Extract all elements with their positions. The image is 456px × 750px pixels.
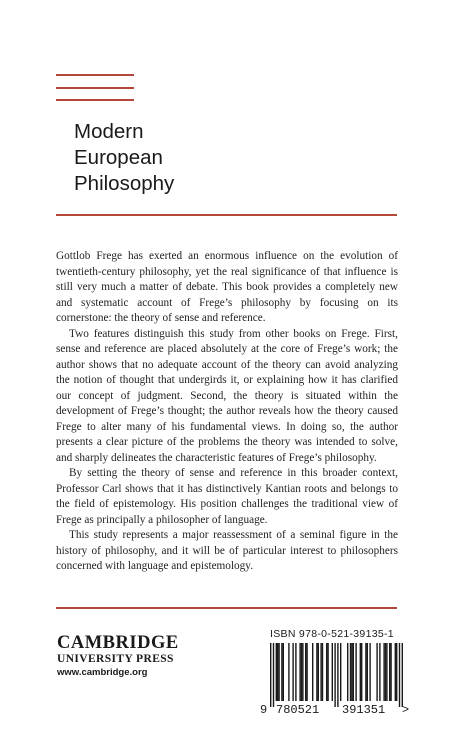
blurb-paragraph-2: Two features distinguish this study from other books on Frege. First, sense and reference are placed absolutely at the core of Frege’s work; the author shows that no adequate account of the theory can avoid analyzing the notion of thought that undergirds it, or explaining how it has clarified our concept of judgment. Second, the theory is situated within the development of Frege’s thought; the author reveals how the theory caused Frege to alter many of his fundamental views. In doing so, the author presents a clear picture of the problems the theory was intended to solve, and sharply delineates the characteristic features of Frege’s philosophy. [56,327,398,464]
publisher-name: CAMBRIDGE [57,633,179,653]
barcode-bar [340,643,341,701]
barcode-bar [316,643,317,701]
barcode-bar [305,643,306,701]
barcode-bar [273,643,274,707]
barcode-bar [320,643,321,701]
barcode-bar [389,643,390,701]
barcode-bar [399,643,400,707]
publisher-subtitle: UNIVERSITY PRESS [57,653,174,665]
series-title [74,119,314,197]
barcode-bar [306,643,307,701]
barcode-bar [337,643,338,707]
barcode-bar [360,643,361,701]
barcode-bar [278,643,279,701]
barcode [260,643,412,715]
barcode-digits-right: 391351 [342,703,386,715]
barcode-bar [376,643,377,701]
barcode-bar [385,643,386,701]
barcode-bar [355,643,356,701]
barcode-bar [351,643,352,701]
top-rule-2 [56,87,134,89]
barcode-bar [379,643,380,701]
barcode-bar [347,643,348,701]
blurb-paragraph-4: This study represents a major reassessment of a seminal figure in the history of philosophy, and it will be of particular interest to philosophers concerned with language and epistemology. [56,529,398,572]
barcode-bar [322,643,323,701]
barcode-bar [283,643,284,701]
series-title-line-1: Modern [74,120,144,143]
top-rule-3 [56,99,134,101]
barcode-bar [383,643,384,701]
barcode-bar [277,643,278,701]
isbn-label: ISBN 978-0-521-39135-1 [270,628,394,640]
barcode-bar [396,643,397,701]
barcode-bar [361,643,362,701]
back-cover-blurb [56,249,398,575]
barcode-bar [295,643,296,701]
barcode-quiet-zone-marker: > [402,702,410,715]
barcode-bar [395,643,396,701]
series-title-line-2: European [74,146,163,169]
barcode-bar [301,643,302,701]
barcode-bar [318,643,319,701]
barcode-bar [367,643,368,701]
barcode-digits-left: 780521 [276,703,320,715]
barcode-bar [369,643,370,701]
barcode-bar [281,643,282,701]
isbn-block [260,628,412,715]
barcode-bar [334,643,335,707]
series-title-line-3: Philosophy [74,172,175,195]
barcode-bar [353,643,354,701]
blurb-paragraph-3: By setting the theory of sense and reference in this broader context, Professor Carl shows that it has distinctively Kantian roots and belongs to the field of epistemology. His position challenges the traditional view of Frege as principally a philosopher of language. [56,467,398,526]
barcode-bar [302,643,303,701]
title-rule [56,214,397,216]
barcode-bar [288,643,289,701]
barcode-bar [312,643,313,701]
barcode-bar [350,643,351,701]
barcode-bar [292,643,293,701]
barcode-bar [270,643,271,707]
bottom-rule [56,607,397,609]
barcode-bar [276,643,277,701]
barcode-bar [386,643,387,701]
barcode-bar [326,643,327,701]
barcode-bar [327,643,328,701]
blurb-paragraph-1: Gottlob Frege has exerted an enormous influence on the evolution of twentieth-century philosophy, yet the real significance of that influence is still very much a matter of debate. This book provides a completely new and systematic account of Frege’s philosophy by focusing on its cornerstone: the theory of sense and reference. [56,250,398,324]
barcode-digit-prefix: 9 [260,703,268,715]
barcode-bar [299,643,300,701]
barcode-bar [332,643,333,701]
publisher-logo [57,634,179,680]
publisher-url[interactable]: www.cambridge.org [57,667,148,678]
top-rule-1 [56,74,134,76]
barcode-bar [390,643,391,701]
barcode-bar [365,643,366,701]
barcode-bar [402,643,403,707]
